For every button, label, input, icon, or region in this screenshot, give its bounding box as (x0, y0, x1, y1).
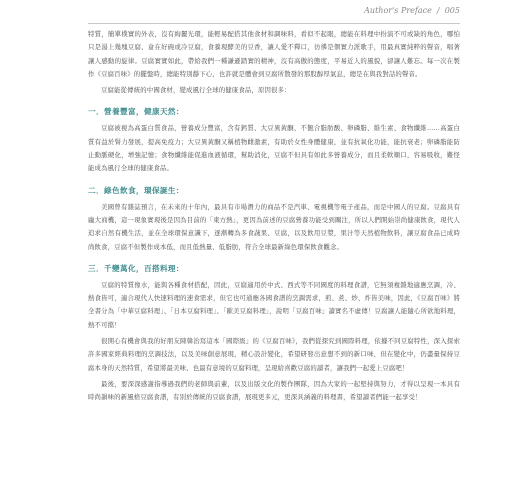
header-rule (88, 23, 460, 24)
page-header (88, 6, 460, 24)
section-heading-versatility: 三．千變萬化，百搭料理： (88, 263, 184, 273)
header-separator: / (436, 6, 440, 15)
section-nutrition-paragraph: 豆腐被視為高蛋白質食品，營養成分豐富，含有鈣質、大豆異黃酮、不飽合脂肪酸、卵磷脂、維生素、食物纖維……高蛋白質有益於腎力發展，提高免疫力；大豆異黃酮又稱植物雌激素，有助於女性身體健康，並有抗氧化功能，能抗衰老；卵磷脂能防止動脈硬化，增強記憶；食物纖維能促進血液循環，幫助消化，豆腐不但具有如此多營養成分，而且柔軟順口，容易吸收，難怪能成為風行全球的健康食品。 (88, 124, 460, 173)
acknowledgement-paragraph: 最後，要深深感謝指導過我們的老師與前輩，以及出版文化的製作團隊，因為大家的一起堅持與努力，才得以呈現一本具有時尚韻味的新風格豆腐食譜，有別於傳統的豆腐食譜，展現更多元，更深具涵義的料理書，希望讀者們能一起享受！ (88, 379, 460, 402)
section-green-diet-paragraph: 美國曾有雜誌預言，在未來的十年內，最具有市場潛力的商品不是汽車、電視機等電子產品，而是中國人的豆腐。豆腐具有龐大商機，這一現象實現後是因為目前的「東方熱」，更因為前述的豆腐營養功能受到關注，所以人們開始崇尚健康飲食，現代人追求自然有機生活，並在全球環保意識下，逐漸轉為多食蔬果、豆腐，以及飲用豆漿，果汁等天然植物飲料，讓豆腐食品已成時尚飲食，豆腐不但製作成本低，而且低熱量、低脂肪，符合全球最新綠色環保飲食觀念。 (88, 202, 460, 251)
intro-reasons-paragraph: 豆腐能從傳統的中國食材，變成風行全球的健康食品，原因很多： (101, 86, 291, 95)
intro-paragraph: 特質，簡單樸實的外表，沒有絢麗光環，能輕易配搭其他食材和調味料，看似不起眼，總能在料理中扮演不可或缺的角色，哪怕只是湯上幾塊豆腐、盒在好碗或冷豆腐，食養現酵美的豆香，讓人愛不釋口，彷彿是個實力派歌手，用最真實純粹的聲音，唱著讓人感動的旋律。豆腐實實如此，帶給我們一種謙遜踏實的精神，沒有高傲的態度，平易近人的風貌，卻讓人難忘。每一次在製作《豆腐百味》的擺盤時，總能特別靜下心，也許就是體會到豆腐所散發的那股醇厚氣息，總是在與我對話的聲音。 (88, 30, 460, 78)
collaboration-paragraph: 很開心有機會與我的好朋友陳韓治寫這本「國際級」的《豆腐百味》，我們從探究到國際料理，依據不同豆腐特性，深入探索許多國家經典料理的烹調技法，以及美味創意展現，精心設計變化，希望研發出意想不到的新口味，但在變化中，仍盡量保持豆腐本身的天然特質，希望將最美味、也最有意境的豆腐料理，呈現給喜歡豆腐的讀者，讓我們一起愛上豆腐吧！ (88, 337, 460, 372)
section-versatility-paragraph: 豆腐的特質像水，能與各種食材搭配，因此，豆腐適用於中式、西式等不同國度的料理食譜，它無須複雜地適應烹調，冷、熱食皆可，適合現代人快速料理的速食需求，但它也可通應各國食譜的烹調需求，煎、煮、炒、炸皆美味，因此，《豆腐百味》將全書分為「中華豆腐料理」、「日本豆腐料理」、「歐美豆腐料理」，說明「豆腐百味」讀實名不虛傳！豆腐讓人能隨心所欲地料理，熱不可擋！ (88, 280, 460, 329)
section-heading-nutrition: 一．營養豐富，健康天然： (88, 107, 184, 117)
preface-body (88, 28, 460, 408)
section-heading-green-diet: 二．綠色飲食，環保誕生： (88, 185, 184, 195)
page-number: 005 (444, 6, 460, 15)
running-header (364, 6, 460, 15)
running-title: Author's Preface (364, 6, 432, 15)
